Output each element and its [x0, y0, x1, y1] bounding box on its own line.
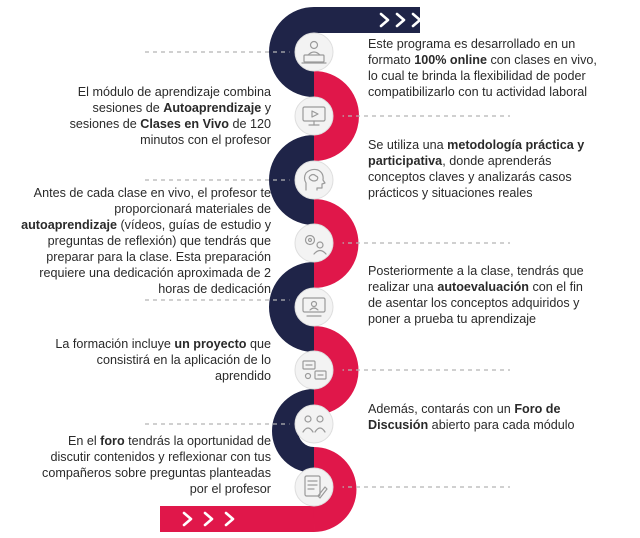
connector-dot [337, 484, 342, 489]
online-class-icon [295, 33, 333, 71]
brain-head-icon [295, 161, 333, 199]
step-5-text: Posteriormente a la clase, tendrás que realizar una autoevaluación con el fin de asentar los conceptos adquiridos y poner a prueba tu aprendizaje [368, 264, 584, 326]
connector-dot [337, 113, 342, 118]
step-1-text: Este programa es desarrollado en un formato 100% online con clases en vivo, lo cual te brinda la flexibilidad de poder compatibilizarlo con tu actividad laboral [368, 37, 597, 99]
connector-dot [289, 177, 294, 182]
step-3-text: Se utiliza una metodología práctica y participativa, donde aprenderás conceptos claves y analizarás casos prácticos y situaciones reales [368, 138, 585, 200]
document-edit-icon [295, 468, 333, 506]
monitor-icon [295, 97, 333, 135]
connector-dot [289, 297, 294, 302]
step-8-text: En el foro tendrás la oportunidad de discutir contenidos y reflexionar con tus compañeros sobre preguntas planteadas por el profesor [42, 434, 271, 496]
step-6-text: La formación incluye un proyecto que consistirá en la aplicación de lo aprendido [55, 337, 271, 383]
step-2-text: El módulo de aprendizaje combina sesiones de Autoaprendizaje y sesiones de Clases en Vivo de 120 minutos con el profesor [69, 85, 271, 147]
project-board-icon [295, 351, 333, 389]
connector-dot [337, 367, 342, 372]
discussion-icon [295, 405, 333, 443]
video-lesson-icon [295, 288, 333, 326]
settings-person-icon [295, 224, 333, 262]
connector-dot [289, 421, 294, 426]
connector-dot [289, 49, 294, 54]
step-4-text: Antes de cada clase en vivo, el profesor te proporcionará materiales de autoaprendizaje (vídeos, guías de estudio y preguntas de reflexión) que tendrás que preparar para la clase. Esta preparación requiere una dedicación aproximada de 2 horas de dedicación [21, 186, 271, 296]
connector-dot [337, 240, 342, 245]
step-7-text: Además, contarás con un Foro de Discusión abierto para cada módulo [368, 402, 575, 432]
